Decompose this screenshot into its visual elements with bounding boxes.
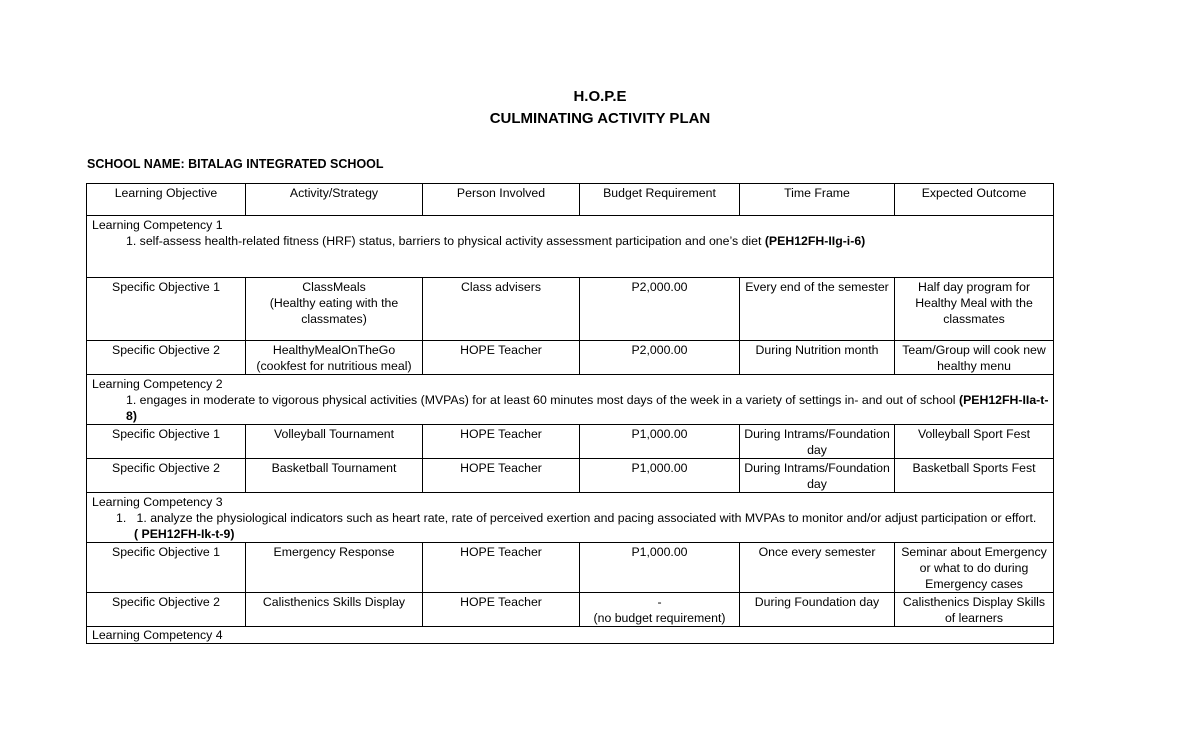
competency-cell bbox=[87, 493, 1054, 543]
document-subtitle: CULMINATING ACTIVITY PLAN bbox=[489, 110, 711, 127]
document-title: H.O.P.E bbox=[573, 88, 627, 105]
budget-cell: P1,000.00 bbox=[580, 543, 740, 593]
time-cell: During Intrams/Foundation day bbox=[740, 459, 895, 493]
competency-label: Learning Competency 3 bbox=[92, 495, 223, 509]
column-header: Expected Outcome bbox=[895, 184, 1054, 216]
competency-number: 1. bbox=[116, 511, 127, 525]
time-cell: Once every semester bbox=[740, 543, 895, 593]
time-cell: During Intrams/Foundation day bbox=[740, 425, 895, 459]
competency-text: 1. engages in moderate to vigorous physical activities (MVPAs) for at least 60 minutes most days of the week in a variety of settings in- and out of school bbox=[126, 393, 956, 407]
activity-cell: Volleyball Tournament bbox=[246, 425, 423, 459]
outcome-cell: Calisthenics Display Skills of learners bbox=[895, 593, 1054, 627]
activity-cell: Basketball Tournament bbox=[246, 459, 423, 493]
activity-plan-table bbox=[86, 183, 1054, 644]
competency-row bbox=[87, 493, 1054, 543]
competency-code: ( PEH12FH-Ik-t-9) bbox=[134, 527, 235, 541]
outcome-cell: Seminar about Emergency or what to do during Emergency cases bbox=[895, 543, 1054, 593]
objective-cell: Specific Objective 1 bbox=[87, 425, 246, 459]
objective-cell: Specific Objective 1 bbox=[87, 278, 246, 341]
activity-cell: Emergency Response bbox=[246, 543, 423, 593]
competency-text-line bbox=[92, 392, 1050, 424]
competency-row bbox=[87, 375, 1054, 425]
table-row bbox=[87, 543, 1054, 593]
competency-label: Learning Competency 4 bbox=[92, 628, 223, 642]
activity-description: (cookfest for nutritious meal) bbox=[256, 359, 412, 373]
time-cell: Every end of the semester bbox=[740, 278, 895, 341]
activity-name: ClassMeals bbox=[302, 280, 366, 294]
budget-cell: P1,000.00 bbox=[580, 459, 740, 493]
competency-code: (PEH12FH-IIg-i-6) bbox=[764, 234, 866, 248]
objective-cell: Specific Objective 2 bbox=[87, 593, 246, 627]
budget-value: - bbox=[657, 595, 662, 609]
table-row bbox=[87, 459, 1054, 493]
competency-row bbox=[87, 216, 1054, 278]
column-header: Learning Objective bbox=[87, 184, 246, 216]
budget-note: (no budget requirement) bbox=[593, 611, 726, 625]
competency-text: 1. analyze the physiological indicators such as heart rate, rate of perceived exertion and pacing associated with MVPAs to monitor and/or adjust participation or effort. bbox=[136, 511, 1037, 525]
outcome-cell: Half day program for Healthy Meal with the classmates bbox=[895, 278, 1054, 341]
outcome-cell: Volleyball Sport Fest bbox=[895, 425, 1054, 459]
competency-text-line bbox=[92, 233, 1050, 249]
budget-cell bbox=[580, 593, 740, 627]
competency-text-line bbox=[92, 510, 1050, 526]
table-row bbox=[87, 425, 1054, 459]
objective-cell: Specific Objective 1 bbox=[87, 543, 246, 593]
person-cell: HOPE Teacher bbox=[423, 341, 580, 375]
competency-cell bbox=[87, 627, 1054, 644]
budget-cell: P2,000.00 bbox=[580, 341, 740, 375]
table-header-row bbox=[87, 184, 1054, 216]
person-cell: Class advisers bbox=[423, 278, 580, 341]
competency-cell bbox=[87, 216, 1054, 278]
column-header: Budget Requirement bbox=[580, 184, 740, 216]
time-cell: During Foundation day bbox=[740, 593, 895, 627]
column-header: Activity/Strategy bbox=[246, 184, 423, 216]
person-cell: HOPE Teacher bbox=[423, 425, 580, 459]
time-cell: During Nutrition month bbox=[740, 341, 895, 375]
activity-name: HealthyMealOnTheGo bbox=[272, 343, 396, 357]
activity-cell bbox=[246, 341, 423, 375]
person-cell: HOPE Teacher bbox=[423, 459, 580, 493]
outcome-cell: Basketball Sports Fest bbox=[895, 459, 1054, 493]
activity-cell bbox=[246, 278, 423, 341]
budget-cell: P1,000.00 bbox=[580, 425, 740, 459]
person-cell: HOPE Teacher bbox=[423, 593, 580, 627]
competency-label: Learning Competency 2 bbox=[92, 377, 223, 391]
person-cell: HOPE Teacher bbox=[423, 543, 580, 593]
competency-cell bbox=[87, 375, 1054, 425]
activity-cell: Calisthenics Skills Display bbox=[246, 593, 423, 627]
budget-cell: P2,000.00 bbox=[580, 278, 740, 341]
activity-description: (Healthy eating with the classmates) bbox=[269, 296, 399, 326]
table-row bbox=[87, 278, 1054, 341]
outcome-cell: Team/Group will cook new healthy menu bbox=[895, 341, 1054, 375]
column-header: Person Involved bbox=[423, 184, 580, 216]
table-row bbox=[87, 593, 1054, 627]
column-header: Time Frame bbox=[740, 184, 895, 216]
school-name: SCHOOL NAME: BITALAG INTEGRATED SCHOOL bbox=[87, 157, 384, 171]
competency-row bbox=[87, 627, 1054, 644]
objective-cell: Specific Objective 2 bbox=[87, 341, 246, 375]
competency-text: 1. self-assess health-related fitness (HRF) status, barriers to physical activity assessment participation and one’s diet bbox=[126, 234, 762, 248]
table-row bbox=[87, 341, 1054, 375]
competency-code: (PEH12FH-IIa-t-8) bbox=[126, 393, 1049, 423]
objective-cell: Specific Objective 2 bbox=[87, 459, 246, 493]
competency-label: Learning Competency 1 bbox=[92, 218, 223, 232]
